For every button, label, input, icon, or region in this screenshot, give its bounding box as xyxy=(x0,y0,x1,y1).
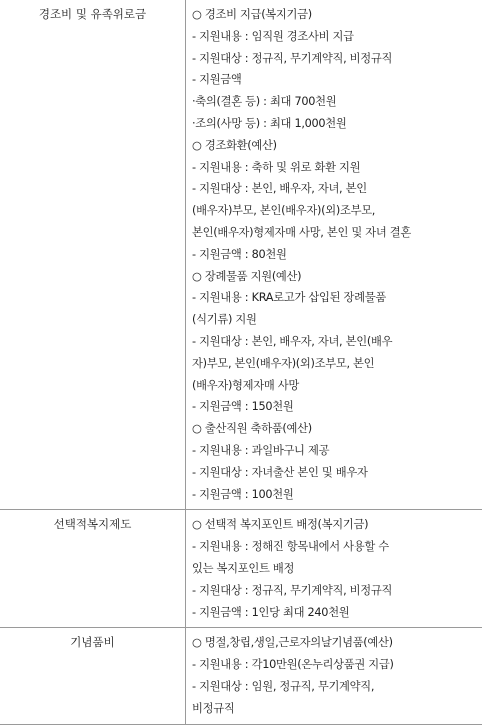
category-cell xyxy=(0,628,186,724)
detail-line: - 지원금액 : 1인당 최대 240천원 xyxy=(192,602,478,624)
detail-line: - 지원내용 : KRA로고가 삽입된 장례물품 xyxy=(192,287,478,309)
detail-line: ·조의(사망 등) : 최대 1,000천원 xyxy=(192,113,478,135)
detail-line: - 지원대상 : 본인, 배우자, 자녀, 본인 xyxy=(192,178,478,200)
detail-line: 비정규직 xyxy=(192,698,478,720)
detail-line: ○ 경조화환(예산) xyxy=(192,135,478,157)
detail-line: 자)부모, 본인(배우자)(외)조부모, 본인 xyxy=(192,353,478,375)
detail-line: - 지원금액 : 100천원 xyxy=(192,484,478,506)
detail-line: - 지원내용 : 축하 및 위로 화환 지원 xyxy=(192,157,478,179)
detail-line: - 지원대상 : 정규직, 무기계약직, 비정규직 xyxy=(192,48,478,70)
detail-line: - 지원내용 : 과일바구니 제공 xyxy=(192,440,478,462)
category-cell xyxy=(0,510,186,628)
detail-line: ○ 장례물품 지원(예산) xyxy=(192,266,478,288)
table-row xyxy=(0,510,482,628)
detail-line: - 지원내용 : 정해진 항목내에서 사용할 수 xyxy=(192,536,478,558)
detail-line: (식기류) 지원 xyxy=(192,309,478,331)
detail-line: - 지원금액 : 150천원 xyxy=(192,396,478,418)
detail-line: - 지원내용 : 임직원 경조사비 지급 xyxy=(192,26,478,48)
detail-line: - 지원대상 : 본인, 배우자, 자녀, 본인(배우 xyxy=(192,331,478,353)
detail-cell xyxy=(186,0,482,510)
detail-line: - 지원대상 : 임원, 정규직, 무기계약직, xyxy=(192,676,478,698)
detail-cell xyxy=(186,510,482,628)
detail-line: (배우자)형제자매 사망 xyxy=(192,375,478,397)
detail-cell xyxy=(186,628,482,724)
detail-line: ○ 선택적 복지포인트 배정(복지기금) xyxy=(192,514,478,536)
category-cell xyxy=(0,0,186,510)
category-label: 기념품비 xyxy=(70,635,114,649)
detail-line: 있는 복지포인트 배정 xyxy=(192,558,478,580)
detail-line: (배우자)부모, 본인(배우자)(외)조부모, xyxy=(192,200,478,222)
category-label: 경조비 및 유족위로금 xyxy=(39,7,146,21)
detail-line: - 지원대상 : 자녀출산 본인 및 배우자 xyxy=(192,462,478,484)
detail-line: ○ 명절,창립,생일,근로자의날기념품(예산) xyxy=(192,632,478,654)
detail-line: - 지원금액 xyxy=(192,69,478,91)
detail-line: 본인(배우자)형제자매 사망, 본인 및 자녀 결혼 xyxy=(192,222,478,244)
detail-line: ○ 경조비 지급(복지기금) xyxy=(192,4,478,26)
detail-line: ·축의(결혼 등) : 최대 700천원 xyxy=(192,91,478,113)
detail-line: - 지원대상 : 정규직, 무기계약직, 비정규직 xyxy=(192,580,478,602)
detail-line: - 지원내용 : 각10만원(온누리상품권 지급) xyxy=(192,654,478,676)
category-label: 선택적복지제도 xyxy=(54,517,132,531)
detail-line: ○ 출산직원 축하품(예산) xyxy=(192,418,478,440)
detail-line: - 지원금액 : 80천원 xyxy=(192,244,478,266)
table-row xyxy=(0,628,482,724)
